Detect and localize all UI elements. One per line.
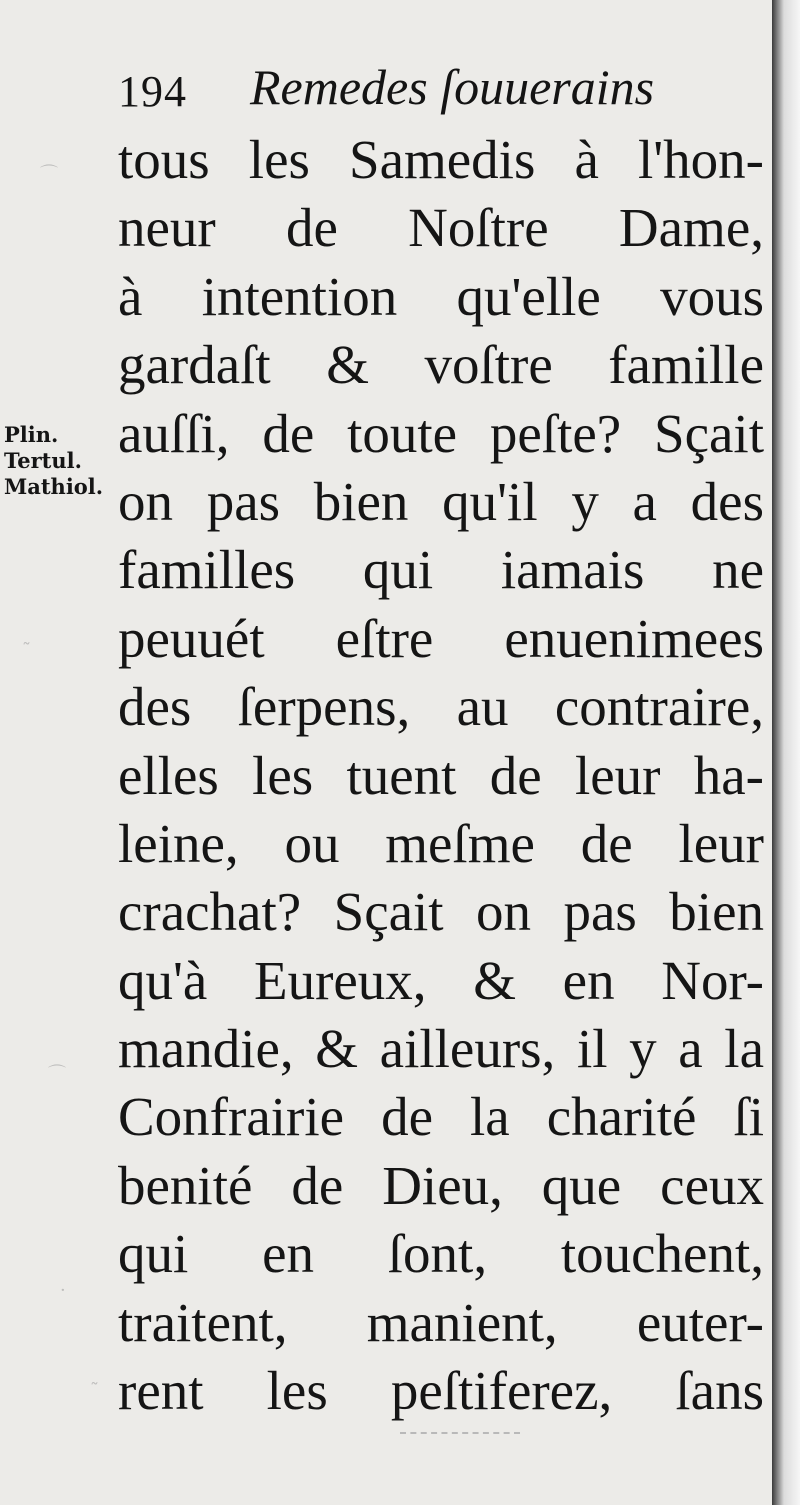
text-line: on pas bien qu'il y a des	[118, 470, 764, 532]
paper-speck: ·	[60, 1280, 66, 1301]
margin-notes	[4, 422, 103, 500]
margin-note-mathiol: Mathiol.	[4, 474, 104, 499]
text-line: des ſerpens, au contraire,	[118, 676, 764, 738]
text-line: gardaſt & voſtre famille	[118, 334, 764, 396]
text-line: peuuét eſtre enuenimees	[118, 607, 764, 669]
paper-speck: ˜	[22, 640, 31, 661]
text-line: tous les Samedis à l'hon-	[118, 129, 764, 190]
text-line: mandie, & ailleurs, il y a la	[118, 1018, 764, 1080]
text-line: qui en ſont, touchent,	[118, 1223, 764, 1285]
text-line: rent les peſtiferez, ſans	[118, 1360, 764, 1422]
paper-speck: ⌒	[40, 164, 58, 185]
body-text	[118, 126, 764, 1425]
margin-note-tertul: Tertul.	[4, 448, 82, 473]
running-head: Remedes ſouuerains	[250, 59, 655, 115]
text-line: elles les tuent de leur ha-	[118, 744, 764, 806]
text-line: familles qui iamais ne	[118, 539, 764, 601]
margin-note-plin: Plin.	[4, 422, 59, 447]
bottom-bleed-mark	[400, 1432, 520, 1434]
text-line: auſſi, de toute peſte? Sçait	[118, 402, 764, 464]
text-line: qu'à Eureux, & en Nor-	[118, 949, 764, 1011]
text-line: Confrairie de la charité ſi	[118, 1086, 764, 1148]
text-line: leine, ou meſme de leur	[118, 812, 764, 874]
text-line: neur de Noſtre Dame,	[118, 197, 764, 259]
paper-speck: ˜	[90, 1380, 99, 1401]
text-line: benité de Dieu, que ceux	[118, 1154, 764, 1216]
page-number: 194	[118, 67, 187, 116]
page-gutter-edge	[772, 0, 800, 1505]
text-line: traitent, manient, euter-	[118, 1291, 764, 1353]
paper-speck: ⌒	[48, 1064, 66, 1085]
text-line: crachat? Sçait on pas bien	[118, 881, 764, 943]
text-line: à intention qu'elle vous	[118, 265, 764, 327]
